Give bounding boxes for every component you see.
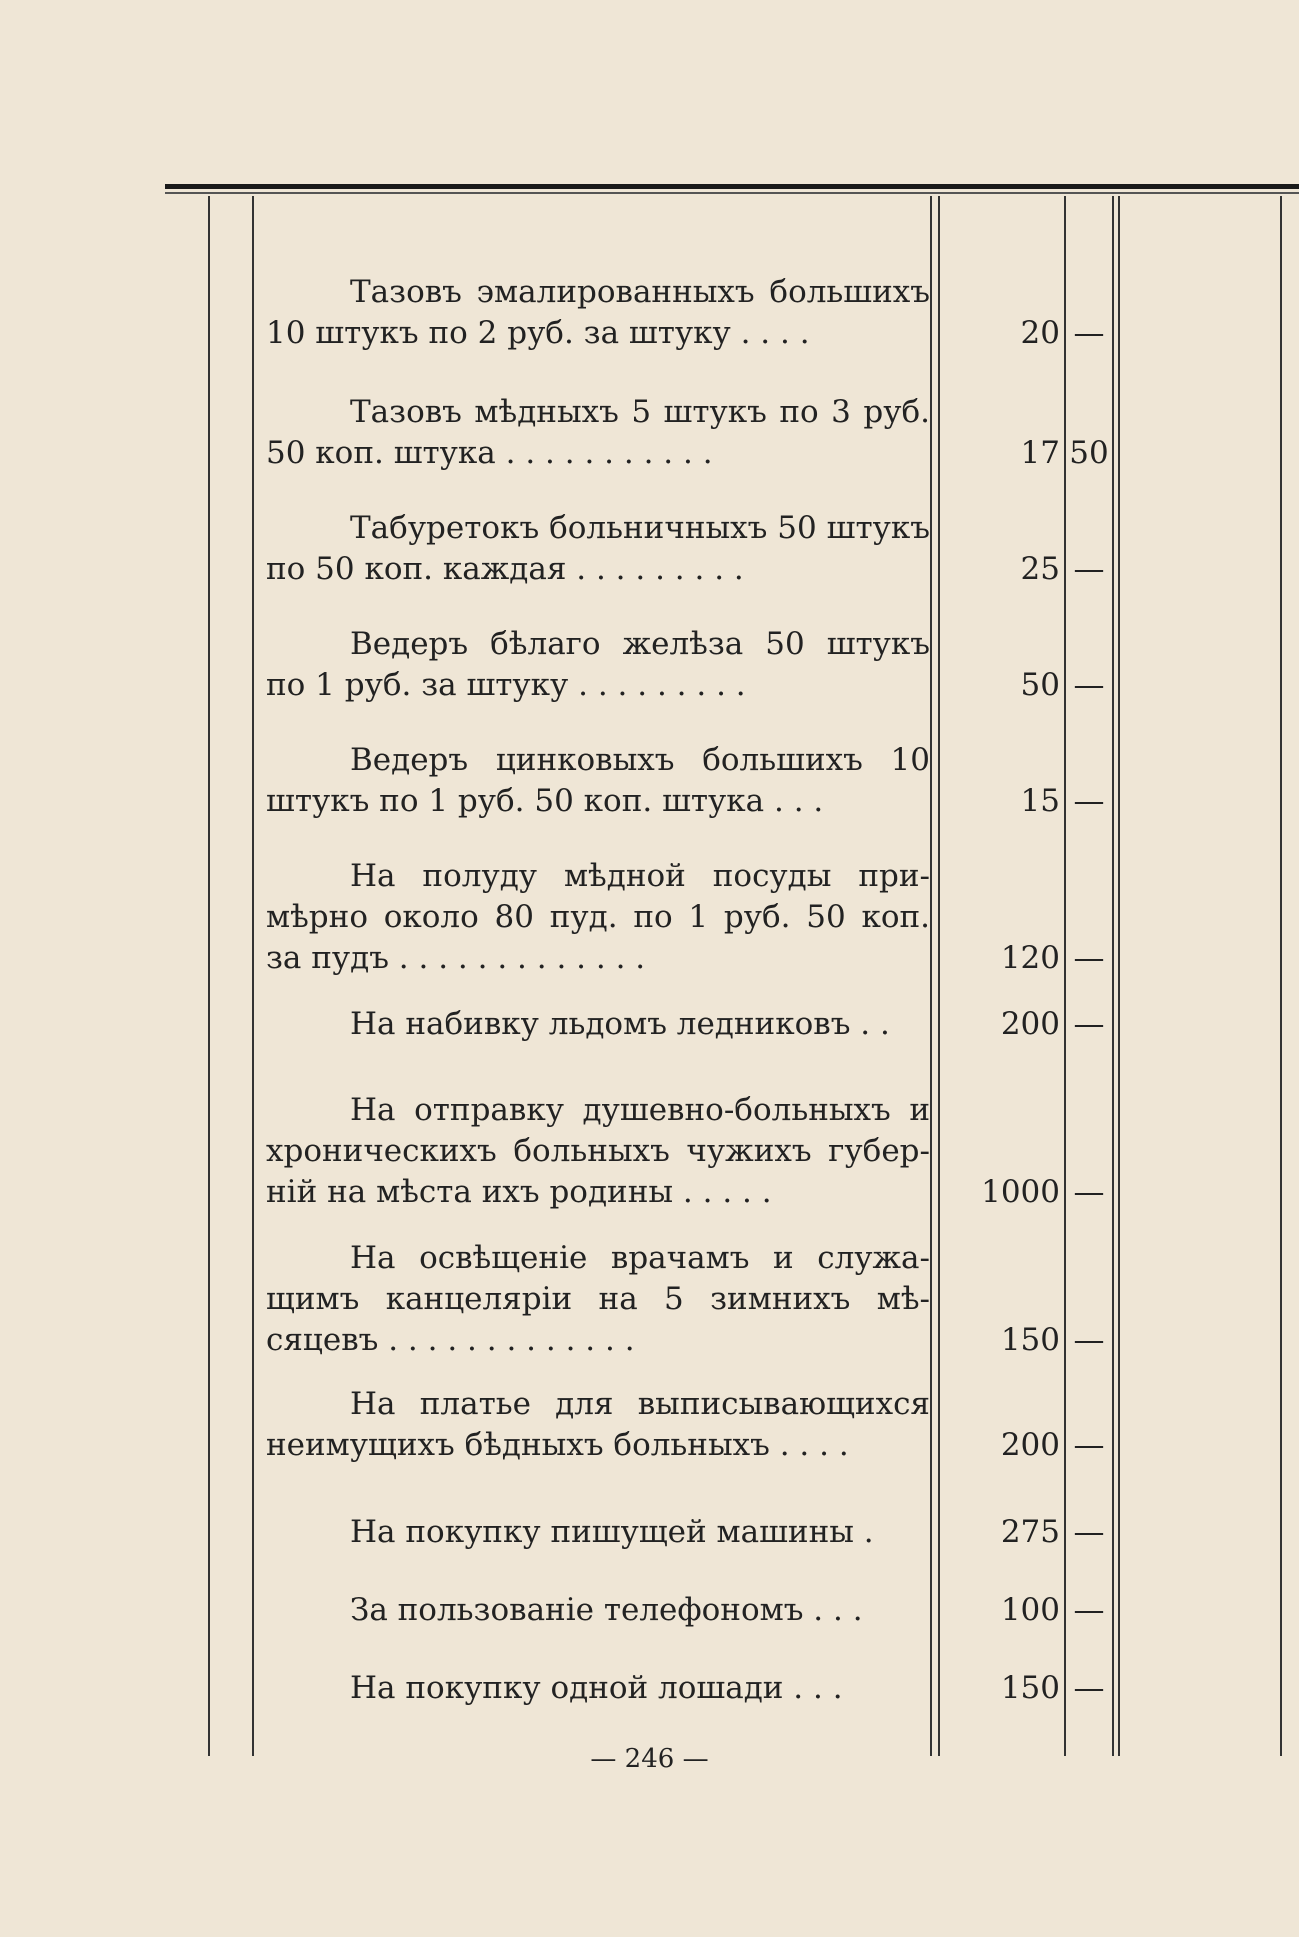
amount-kopecks: — (1073, 1592, 1105, 1628)
entry-5 (266, 856, 930, 979)
column-rule-left-outer (208, 196, 210, 1756)
column-rule-kop-end (1112, 196, 1114, 1756)
entry-line: Ведеръ цинковыхъ большихъ 10 (350, 742, 930, 778)
top-rule-thin (165, 192, 1299, 194)
entry-line: Ведеръ бѣлаго желѣза 50 штукъ (350, 626, 930, 662)
amount-kopecks: 50 (1069, 435, 1109, 471)
entry-line: На освѣщеніе врачамъ и служа- (350, 1240, 930, 1276)
entry-line: 50 коп. штука . . . . . . . . . . . (266, 435, 713, 471)
entry-8 (266, 1238, 930, 1361)
amount-kopecks: — (1073, 551, 1105, 587)
amount-kopecks: — (1073, 315, 1105, 351)
amount-rubles: 150 (1000, 1322, 1060, 1358)
entry-line: Тазовъ эмалированныхъ большихъ (350, 274, 930, 310)
entry-line: по 1 руб. за штуку . . . . . . . . . (266, 667, 746, 703)
amount-rubles: 200 (1000, 1006, 1060, 1042)
column-rule-kop-start (1064, 196, 1066, 1756)
amount-rubles: 275 (1000, 1514, 1060, 1550)
entry-12 (266, 1668, 930, 1709)
entry-line: На платье для выписывающихся (350, 1386, 930, 1422)
entry-line: За пользованіе телефономъ . . . (350, 1592, 863, 1628)
top-rule (165, 184, 1299, 189)
amount-rubles: 15 (1020, 783, 1060, 819)
entry-2 (266, 508, 930, 590)
entry-3 (266, 624, 930, 706)
entry-line: На отправку душевно-больныхъ и (350, 1092, 930, 1128)
entry-7 (266, 1090, 930, 1213)
amount-rubles: 20 (1020, 315, 1060, 351)
page-number: — 246 — (590, 1744, 709, 1774)
entry-line: На покупку пишущей машины . (350, 1514, 874, 1550)
entry-line: Тазовъ мѣдныхъ 5 штукъ по 3 руб. (350, 394, 930, 430)
amount-rubles: 1000 (981, 1174, 1060, 1210)
entry-line: На покупку одной лошади . . . (350, 1670, 843, 1706)
amount-kopecks: — (1073, 1670, 1105, 1706)
entry-6 (266, 1004, 930, 1045)
entry-line: хроническихъ больныхъ чужихъ губер- (266, 1133, 930, 1169)
amount-rubles: 200 (1000, 1427, 1060, 1463)
amount-rubles: 100 (1000, 1592, 1060, 1628)
entry-line: ній на мѣста ихъ родины . . . . . (266, 1174, 772, 1210)
column-rule-right (1280, 196, 1282, 1756)
entry-line: На полуду мѣдной посуды при- (350, 858, 930, 894)
entry-9 (266, 1384, 930, 1466)
entry-line: мѣрно около 80 пуд. по 1 руб. 50 коп. (266, 899, 930, 935)
column-rule-text-end (930, 196, 932, 1756)
entry-4 (266, 740, 930, 822)
amount-rubles: 17 (1020, 435, 1060, 471)
entry-line: неимущихъ бѣдныхъ больныхъ . . . . (266, 1427, 849, 1463)
entry-11 (266, 1590, 930, 1631)
amount-kopecks: — (1073, 1514, 1105, 1550)
amount-rubles: 25 (1020, 551, 1060, 587)
entry-line: На набивку льдомъ ледниковъ . . (350, 1006, 890, 1042)
column-rule-left-inner (252, 196, 254, 1756)
entry-line: штукъ по 1 руб. 50 коп. штука . . . (266, 783, 824, 819)
amount-kopecks: — (1073, 1006, 1105, 1042)
entry-line: Табуретокъ больничныхъ 50 штукъ (350, 510, 930, 546)
amount-kopecks: — (1073, 1322, 1105, 1358)
amount-kopecks: — (1073, 667, 1105, 703)
amount-kopecks: — (1073, 1174, 1105, 1210)
entry-line: по 50 коп. каждая . . . . . . . . . (266, 551, 744, 587)
amount-rubles: 120 (1000, 940, 1060, 976)
entry-line: 10 штукъ по 2 руб. за штуку . . . . (266, 315, 810, 351)
entry-10 (266, 1512, 930, 1553)
column-rule-rub-start (938, 196, 940, 1756)
entry-0 (266, 272, 930, 354)
entry-line: за пудъ . . . . . . . . . . . . . (266, 940, 646, 976)
entry-line: щимъ канцеляріи на 5 зимнихъ мѣ- (266, 1281, 930, 1317)
entry-1 (266, 392, 930, 474)
column-rule-kop-end-double (1118, 196, 1120, 1756)
entry-line: сяцевъ . . . . . . . . . . . . . (266, 1322, 635, 1358)
amount-kopecks: — (1073, 940, 1105, 976)
amount-kopecks: — (1073, 783, 1105, 819)
amount-kopecks: — (1073, 1427, 1105, 1463)
amount-rubles: 50 (1020, 667, 1060, 703)
amount-rubles: 150 (1000, 1670, 1060, 1706)
